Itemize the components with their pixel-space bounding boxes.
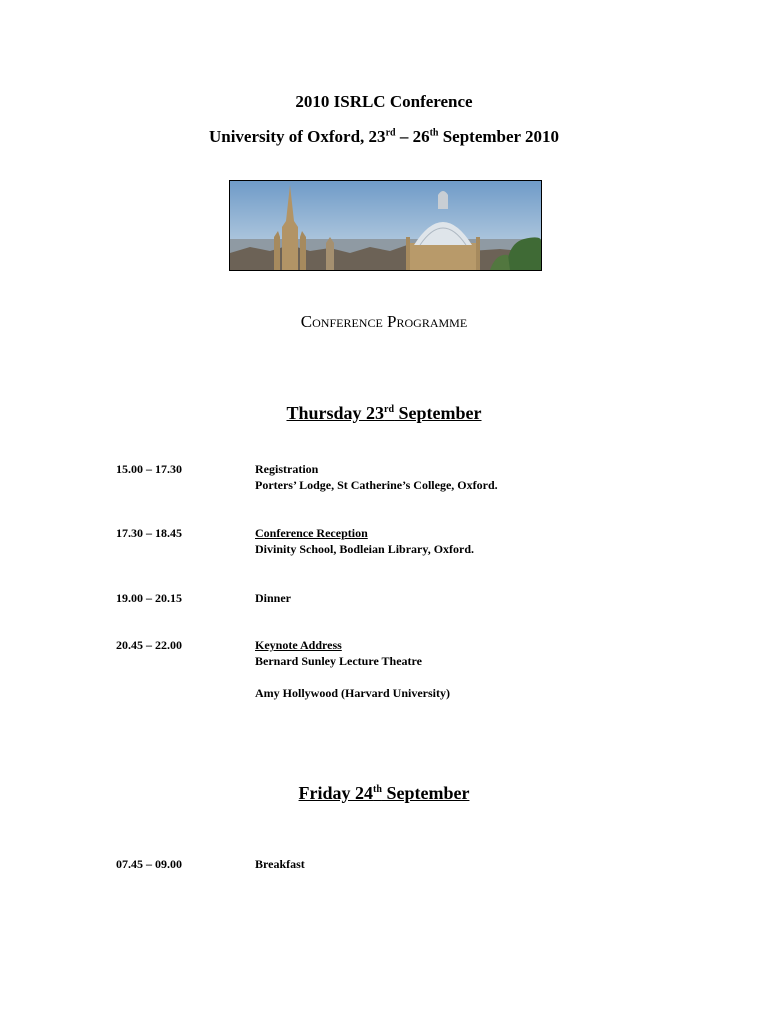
session-time: 19.00 – 20.15 — [116, 591, 182, 605]
date-range-dash: – 26 — [395, 127, 430, 146]
day-heading-prefix: Thursday 23 — [286, 403, 385, 423]
session-speaker: Amy Hollywood (Harvard University) — [255, 686, 450, 700]
session-time: 20.45 – 22.00 — [116, 638, 182, 652]
session-time: 17.30 – 18.45 — [116, 526, 182, 540]
session-title: Breakfast — [255, 857, 305, 871]
day-heading-thursday — [0, 403, 768, 424]
session-title: Keynote Address — [255, 638, 342, 652]
session-title: Conference Reception — [255, 526, 368, 540]
session-breakfast — [255, 856, 305, 872]
day-heading-friday — [0, 783, 768, 804]
session-title: Registration — [255, 462, 319, 476]
oxford-skyline-image — [230, 181, 541, 270]
session-location: Bernard Sunley Lecture Theatre — [255, 654, 422, 668]
conference-title: 2010 ISRLC Conference — [295, 92, 473, 111]
session-keynote — [255, 637, 450, 701]
oxford-skyline-banner — [229, 180, 542, 271]
day-heading-rest: September — [394, 403, 482, 423]
venue-rest: September 2010 — [438, 127, 560, 146]
session-location: Divinity School, Bodleian Library, Oxford. — [255, 542, 475, 556]
session-location: Porters’ Lodge, St Catherine’s College, Oxford. — [255, 478, 498, 492]
session-dinner — [255, 590, 291, 606]
venue-prefix: University of Oxford, 23 — [208, 127, 386, 146]
day-heading-suffix: th — [373, 784, 382, 795]
day-heading-suffix: rd — [384, 404, 395, 415]
end-date-suffix: th — [429, 127, 439, 139]
start-date-suffix: rd — [385, 127, 396, 139]
session-title: Dinner — [255, 591, 291, 605]
conference-venue-dates — [0, 127, 768, 147]
session-time: 15.00 – 17.30 — [116, 462, 182, 476]
day-heading-prefix: Friday 24 — [298, 783, 374, 803]
session-time: 07.45 – 09.00 — [116, 857, 182, 871]
programme-heading: Conference Programme — [300, 312, 468, 331]
day-heading-rest: September — [381, 783, 470, 803]
session-reception — [255, 525, 474, 557]
session-registration — [255, 461, 498, 493]
